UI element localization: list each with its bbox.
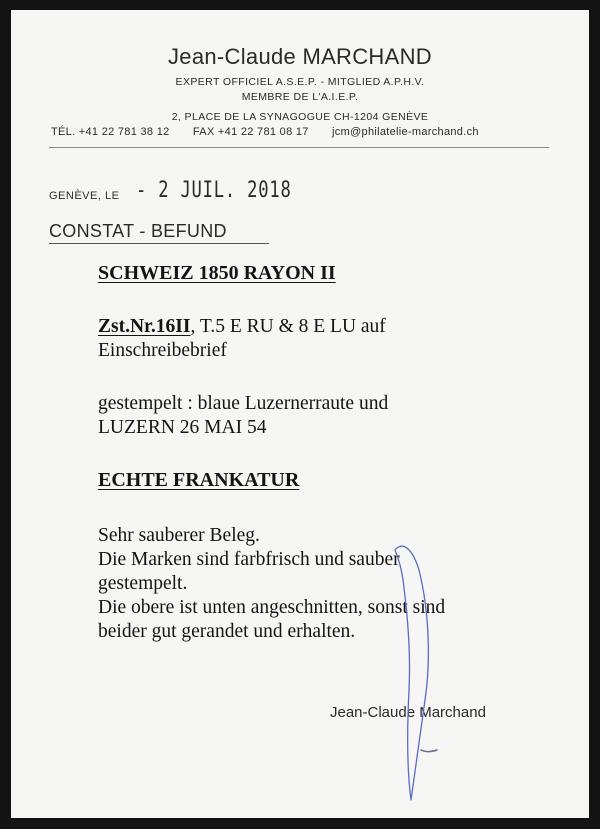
verdict-heading: ECHTE FRANKATUR [98, 469, 300, 491]
item-description-line1 [98, 315, 386, 339]
contact-line [51, 126, 479, 138]
cancellation-line1: gestempelt : blaue Luzernerraute und [98, 393, 389, 414]
expert-credentials: EXPERT OFFICIEL A.S.E.P. - MITGLIED A.P.H.V. [175, 76, 425, 88]
remark-line: Sehr sauberer Beleg. [98, 525, 260, 546]
date-stamp: - 2 JUIL. 2018 [136, 178, 292, 203]
subject-heading: SCHWEIZ 1850 RAYON II [98, 262, 336, 284]
remark-line: beider gut gerandet und erhalten. [98, 621, 356, 642]
expert-address: 2, PLACE DE LA SYNAGOGUE CH-1204 GENÈVE [171, 111, 429, 123]
certificate-page [11, 10, 589, 818]
fax-number: FAX +41 22 781 08 17 [192, 126, 309, 138]
remark-line: Die obere ist unten angeschnitten, sonst sind [98, 597, 446, 618]
signatory-name: Jean-Claude Marchand [330, 704, 486, 721]
cancellation-line2: LUZERN 26 MAI 54 [98, 417, 267, 438]
document-type-underline [49, 243, 269, 244]
remark-line: Die Marken sind farbfrisch und sauber [98, 549, 400, 570]
phone-number: TÉL. +41 22 781 38 12 [51, 126, 170, 138]
expert-membership: MEMBRE DE L'A.I.E.P. [241, 91, 359, 103]
remark-line: gestempelt. [98, 573, 188, 594]
header-divider [49, 147, 549, 148]
document-type: CONSTAT - BEFUND [49, 221, 227, 241]
dateline-place: GENÈVE, LE [49, 190, 120, 202]
email-address: jcm@philatelie-marchand.ch [332, 126, 479, 138]
expert-name: Jean-Claude MARCHAND [168, 44, 432, 69]
item-description: , T.5 E RU & 8 E LU auf [190, 316, 386, 337]
item-description-line2: Einschreibebrief [98, 340, 227, 361]
catalog-number: Zst.Nr.16II [98, 316, 191, 337]
